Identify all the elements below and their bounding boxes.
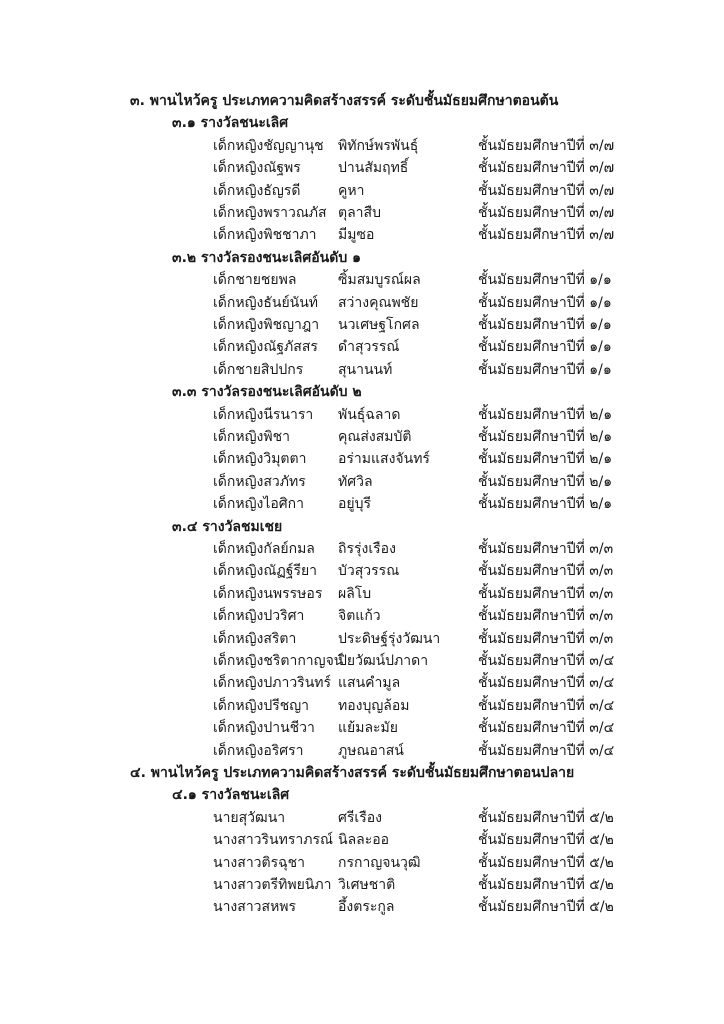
winner-last-name: มีมูซอ	[338, 227, 375, 244]
winner-grade: ชั้นมัธยมศึกษาปีที่ ๒/๑	[478, 496, 613, 513]
award-title: ๓.๑ รางวัลชนะเลิศ	[172, 115, 289, 132]
winner-first-name: นางสาวตรีทิพยนิภา	[213, 877, 332, 893]
winner-last-name: ประดิษฐ์รุ่งวัฒนา	[338, 630, 441, 647]
winner-row	[0, 607, 724, 625]
winner-first-name: เด็กหญิงนพรรษอร	[213, 585, 323, 602]
winner-grade: ชั้นมัธยมศึกษาปีที่ ๕/๒	[478, 899, 614, 916]
winner-last-name: จิตแก้ว	[338, 608, 381, 625]
winner-row	[0, 562, 724, 580]
winner-first-name: เด็กหญิงปวริศา	[213, 608, 305, 625]
winner-first-name: นายสุวัฒนา	[213, 809, 286, 826]
winner-last-name: ผลิโบ	[338, 585, 372, 602]
winner-row	[0, 854, 724, 872]
winner-grade: ชั้นมัธยมศึกษาปีที่ ๒/๑	[478, 406, 613, 423]
winner-last-name: แสนคำมูล	[338, 675, 401, 692]
winner-grade: ชั้นมัธยมศึกษาปีที่ ๓/๗	[478, 227, 615, 244]
winner-row	[0, 630, 724, 648]
winner-last-name: แย้มละมัย	[338, 720, 398, 737]
winner-grade: ชั้นมัธยมศึกษาปีที่ ๑/๑	[478, 317, 612, 333]
winner-row	[0, 876, 724, 894]
winner-first-name: เด็กหญิงสวภัทร	[213, 473, 306, 490]
winner-first-name: เด็กหญิงพิชชาภา	[213, 227, 317, 244]
winner-first-name: เด็กหญิงพิชญาฎา	[213, 317, 320, 333]
winner-last-name: ศรีเรือง	[338, 809, 382, 826]
winner-row	[0, 898, 724, 916]
winner-row	[0, 674, 724, 692]
award-title: ๓.๓ รางวัลรองชนะเลิศอันดับ ๒	[172, 384, 362, 401]
winner-grade: ชั้นมัธยมศึกษาปีที่ ๑/๑	[478, 294, 612, 311]
winner-grade: ชั้นมัธยมศึกษาปีที่ ๓/๔	[478, 675, 615, 692]
winner-last-name: อร่ามแสงจันทร์	[338, 451, 430, 468]
winner-grade: ชั้นมัธยมศึกษาปีที่ ๑/๑	[478, 361, 612, 378]
winner-row	[0, 719, 724, 737]
winner-grade: ชั้นมัธยมศึกษาปีที่ ๓/๔	[478, 720, 615, 737]
winner-first-name: เด็กหญิงพิชา	[213, 429, 290, 445]
winner-first-name: เด็กหญิงกัลย์กมล	[213, 541, 315, 557]
winner-last-name: ทองบุญล้อม	[338, 697, 410, 714]
winner-grade: ชั้นมัธยมศึกษาปีที่ ๓/๗	[478, 182, 615, 199]
winner-last-name: ถิรรุ่งเรือง	[338, 541, 396, 557]
winner-last-name: ซิ้มสมบูรณ์ผล	[338, 272, 421, 289]
winner-row	[0, 204, 724, 222]
winner-last-name: สว่างคุณพชัย	[338, 294, 419, 311]
award-title: ๓.๔ รางวัลชมเชย	[172, 518, 283, 535]
winner-grade: ชั้นมัธยมศึกษาปีที่ ๒/๑	[478, 429, 613, 445]
winner-first-name: เด็กหญิงชริตากาญจน์	[213, 653, 344, 669]
award-title: ๓.๒ รางวัลรองชนะเลิศอันดับ ๑	[172, 249, 361, 266]
winner-row	[0, 182, 724, 200]
winner-first-name: เด็กหญิงณัฏฐ์รียา	[213, 563, 318, 580]
winner-last-name: นวเศษฐโกศล	[338, 317, 420, 333]
winner-first-name: เด็กหญิงณัฐพร	[213, 160, 301, 177]
winner-row	[0, 809, 724, 827]
winner-grade: ชั้นมัธยมศึกษาปีที่ ๑/๑	[478, 339, 612, 356]
winner-first-name: เด็กหญิงอริศรา	[213, 742, 304, 759]
winner-first-name: เด็กชายสิปปกร	[213, 361, 304, 378]
winner-grade: ชั้นมัธยมศึกษาปีที่ ๑/๑	[478, 272, 612, 289]
winner-grade: ชั้นมัธยมศึกษาปีที่ ๕/๒	[478, 832, 614, 849]
winner-last-name: อึ้งตระกูล	[338, 899, 395, 916]
winner-last-name: คุณส่งสมบัติ	[338, 429, 412, 445]
winner-row	[0, 585, 724, 603]
winner-grade: ชั้นมัธยมศึกษาปีที่ ๒/๑	[478, 451, 613, 468]
winner-row	[0, 361, 724, 379]
winner-row	[0, 428, 724, 446]
section-heading: ๔. พานไหว้ครู ประเภทความคิดสร้างสรรค์ ระดับชั้นมัธยมศึกษาตอนปลาย	[130, 765, 575, 781]
winner-first-name: นางสาวติรฉุชา	[213, 854, 306, 871]
winner-first-name: เด็กหญิงสริตา	[213, 630, 297, 647]
winner-last-name: ภูษณอาสน์	[338, 742, 404, 759]
winner-grade: ชั้นมัธยมศึกษาปีที่ ๓/๓	[478, 541, 614, 557]
winner-row	[0, 226, 724, 244]
winner-last-name: วิเศษชาติ	[338, 877, 396, 893]
winner-row	[0, 652, 724, 670]
winner-first-name: เด็กหญิงณัฐภัสสร	[213, 339, 318, 356]
winner-grade: ชั้นมัธยมศึกษาปีที่ ๓/๗	[478, 205, 615, 221]
winner-last-name: สุนานนท์	[338, 361, 393, 378]
winner-last-name: ตุลาสืบ	[338, 205, 381, 221]
winner-grade: ชั้นมัธยมศึกษาปีที่ ๓/๓	[478, 630, 614, 647]
winner-last-name: กรกาญจนวุฒิ	[338, 854, 421, 871]
winner-first-name: เด็กหญิงวิมุตตา	[213, 451, 307, 468]
winner-first-name: เด็กหญิงพราวณภัส	[213, 205, 327, 221]
winner-grade: ชั้นมัธยมศึกษาปีที่ ๒/๑	[478, 473, 613, 490]
winner-row	[0, 271, 724, 289]
winner-row	[0, 697, 724, 715]
winner-first-name: เด็กหญิงชัญญานุช	[213, 137, 324, 154]
winner-row	[0, 338, 724, 356]
winner-grade: ชั้นมัธยมศึกษาปีที่ ๓/๔	[478, 697, 615, 714]
winner-last-name: นิลละออ	[338, 832, 390, 849]
winner-last-name: พิทักษ์พรพันธุ์	[338, 137, 419, 154]
winner-first-name: เด็กหญิงปานชีวา	[213, 720, 315, 737]
winner-last-name: บัวสุวรรณ	[338, 563, 400, 580]
winner-grade: ชั้นมัธยมศึกษาปีที่ ๓/๓	[478, 585, 614, 602]
winner-grade: ชั้นมัธยมศึกษาปีที่ ๕/๒	[478, 877, 614, 893]
winner-first-name: เด็กหญิงธัญรดี	[213, 182, 301, 199]
winner-first-name: เด็กหญิงนีรนารา	[213, 406, 314, 423]
winner-first-name: เด็กหญิงปภาวรินทร์	[213, 675, 332, 692]
winner-grade: ชั้นมัธยมศึกษาปีที่ ๓/๓	[478, 608, 614, 625]
winner-last-name: ดำสุวรรณ์	[338, 339, 400, 356]
winner-last-name: ทัศวิล	[338, 473, 373, 490]
winner-last-name: อยู่บุรี	[338, 496, 372, 513]
winner-row	[0, 831, 724, 849]
winner-first-name: เด็กชายชยพล	[213, 272, 297, 289]
winner-row	[0, 495, 724, 513]
winner-first-name: เด็กหญิงปรีชญา	[213, 697, 310, 714]
winner-row	[0, 159, 724, 177]
winner-first-name: เด็กหญิงธันย์นันท์	[213, 294, 319, 311]
winner-row	[0, 137, 724, 155]
winner-last-name: พันธุ์ฉลาด	[338, 406, 401, 423]
winner-row	[0, 316, 724, 334]
winner-grade: ชั้นมัธยมศึกษาปีที่ ๓/๗	[478, 137, 615, 154]
winner-row	[0, 450, 724, 468]
winner-last-name: ปิยวัฒน์ปภาดา	[338, 653, 429, 669]
winner-first-name: นางสาวรินทราภรณ์	[213, 832, 333, 849]
winner-grade: ชั้นมัธยมศึกษาปีที่ ๕/๒	[478, 854, 614, 871]
winner-last-name: คูหา	[338, 182, 365, 199]
winner-grade: ชั้นมัธยมศึกษาปีที่ ๓/๔	[478, 653, 615, 669]
winner-first-name: เด็กหญิงไอศิกา	[213, 496, 305, 513]
award-title: ๔.๑ รางวัลชนะเลิศ	[172, 787, 290, 804]
winner-grade: ชั้นมัธยมศึกษาปีที่ ๓/๔	[478, 742, 615, 759]
winner-row	[0, 540, 724, 558]
winner-grade: ชั้นมัธยมศึกษาปีที่ ๓/๗	[478, 160, 615, 177]
winner-row	[0, 294, 724, 312]
winner-last-name: ปานสัมฤทธิ์	[338, 160, 409, 177]
winner-row	[0, 473, 724, 491]
winner-row	[0, 406, 724, 424]
winner-grade: ชั้นมัธยมศึกษาปีที่ ๓/๓	[478, 563, 614, 580]
section-heading: ๓. พานไหว้ครู ประเภทความคิดสร้างสรรค์ ระดับชั้นมัธยมศึกษาตอนต้น	[130, 93, 559, 109]
winner-row	[0, 742, 724, 760]
winner-grade: ชั้นมัธยมศึกษาปีที่ ๕/๒	[478, 809, 614, 826]
winner-first-name: นางสาวสหพร	[213, 899, 297, 916]
